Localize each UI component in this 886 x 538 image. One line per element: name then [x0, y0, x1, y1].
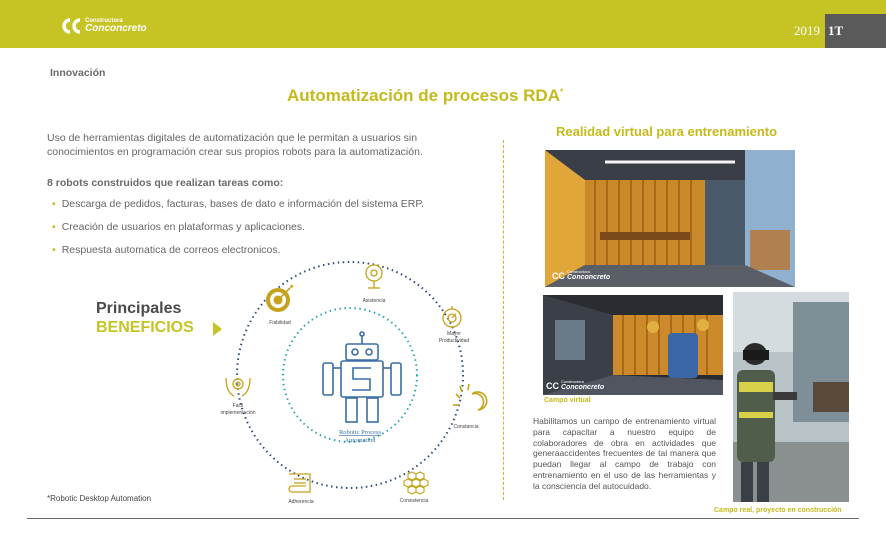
- column-divider: [503, 140, 504, 500]
- vr-description: Habilitamos un campo de entrenamiento virtual para capacitar a nuestro equipo de colaboradores de obra en actividades que generaaccidentes frecuentes de tal manera que puedan llegar al campo de trabajo con entrenamiento en el uso de las herramientas y la consciencia del autocuidado.: [533, 416, 716, 491]
- photo-logo-big: Conconcreto: [567, 274, 611, 281]
- photo-logo: [546, 380, 604, 391]
- scroll-icon: [289, 474, 310, 492]
- vr-container-photo: [545, 150, 795, 287]
- logo-mark-icon: CC: [546, 380, 559, 391]
- photo-logo-big: Conconcreto: [561, 384, 605, 391]
- robot-icon: [323, 332, 401, 422]
- title-footnote-mark: *: [560, 87, 564, 97]
- bottom-rule: [27, 518, 859, 519]
- vr-title: Realidad virtual para entrenamiento: [556, 124, 778, 139]
- node-label-consistencia: Consistencia: [399, 498, 429, 504]
- caption-virtual: Campo virtual: [544, 397, 591, 404]
- benefits-heading: [96, 300, 194, 337]
- sun-moon-icon: [453, 384, 487, 410]
- logo-mark-icon: [60, 18, 82, 34]
- caption-real: Campo real, proyecto en construcción: [714, 507, 842, 514]
- quarter-label: 1T: [825, 14, 886, 48]
- page-title: [287, 86, 563, 106]
- node-label-asistencia: Asistencia: [362, 298, 386, 304]
- company-logo: [60, 18, 147, 34]
- photo-logo-small: Constructora: [567, 269, 590, 274]
- honeycomb-icon: [404, 472, 428, 494]
- photo-logo: [552, 270, 610, 281]
- benefits-diagram: [210, 260, 500, 510]
- node-label-fiabilidad: Fiabilidad: [269, 320, 291, 326]
- node-label-constancia: Constancia: [453, 424, 479, 430]
- list-item: • Respuesta automatica de correos electronicos.: [52, 244, 424, 267]
- footnote: *Robotic Desktop Automation: [47, 494, 152, 503]
- list-item: • Descarga de pedidos, facturas, bases de dato e información del sistema ERP.: [52, 198, 424, 221]
- stopwatch-icon: [443, 306, 461, 327]
- target-icon: [266, 284, 294, 312]
- logo-mark-icon: CC: [552, 270, 565, 281]
- robots-heading: 8 robots construidos que realizan tareas como:: [47, 177, 284, 189]
- logo-small-text: Constructora: [85, 18, 123, 24]
- list-item: • Creación de usuarios en plataformas y aplicaciones.: [52, 221, 424, 244]
- photo-logo-small: Constructora: [561, 379, 584, 384]
- intro-text: Uso de herramientas digitales de automatización que le permitan a usuarios sin conocimientos en programación crear sus propios robots para la automatización.: [47, 132, 423, 158]
- year-label: 2019: [794, 23, 820, 38]
- rpa-label-line1: Robotic Process: [338, 429, 382, 436]
- node-label-adherencia: Adherencia: [288, 499, 314, 505]
- node-label-mayor: Mayor: [447, 331, 461, 337]
- benefits-line-2: BENEFICIOS: [96, 319, 194, 336]
- benefits-line-1: Principales: [96, 300, 182, 317]
- real-field-photo: [733, 292, 849, 502]
- task-list: [52, 198, 424, 267]
- rpa-label-line2: Automation: [344, 437, 376, 444]
- page-title-text: Automatización de procesos RDA: [287, 86, 560, 105]
- period-badge: [791, 14, 886, 48]
- node-label-implementacion: implementación: [220, 410, 256, 416]
- brain-gear-icon: [366, 265, 382, 288]
- node-label-facil: Fácil: [232, 403, 244, 409]
- section-label: Innovación: [50, 67, 106, 79]
- node-label-productividad: Productividad: [438, 338, 470, 344]
- logo-big-text: Conconcreto: [85, 23, 147, 34]
